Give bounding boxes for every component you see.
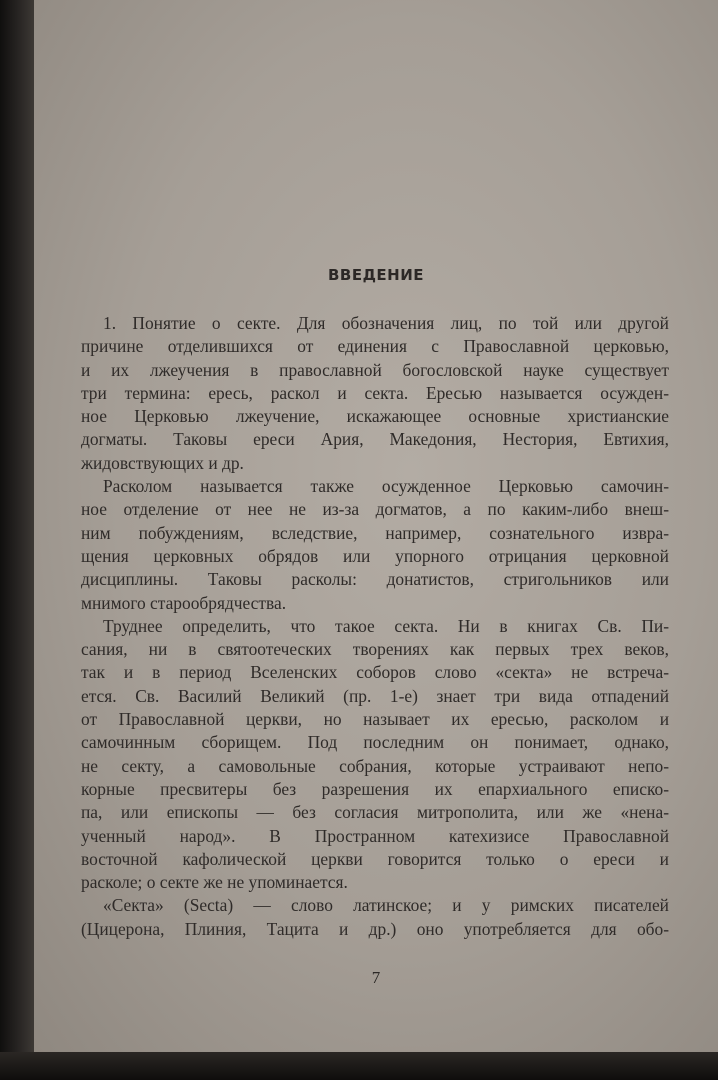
text-line: Расколом называется также осужденное Церковью самочин- bbox=[103, 476, 669, 497]
text-line: ное Церковью лжеучение, искажающее основные христианские bbox=[81, 406, 669, 427]
body-text bbox=[81, 312, 669, 941]
text-line: «Секта» (Secta) — слово латинское; и у римских писателей bbox=[103, 895, 669, 916]
text-line: жидовствующих и др. bbox=[81, 452, 244, 473]
page-number: 7 bbox=[371, 968, 381, 987]
text-line: 1. Понятие о секте. Для обозначения лиц, по той или другой bbox=[103, 313, 669, 333]
text-line: мнимого старообрядчества. bbox=[81, 592, 287, 613]
text-line: щения церковных обрядов или упорного отрицания церковной bbox=[81, 545, 669, 566]
chapter-heading: ВВЕДЕНИЕ bbox=[327, 266, 425, 284]
text-line: три термина: ересь, раскол и секта. Ересью называется осужден- bbox=[81, 382, 669, 403]
text-line: не секту, а самовольные собрания, которые устраивают непо- bbox=[81, 755, 669, 776]
text-line: и их лжеучения в православной богословской науке существует bbox=[81, 359, 669, 380]
text-line: Труднее определить, что такое секта. Ни в книгах Св. Пи- bbox=[103, 615, 669, 636]
text-line: самочинным сборищем. Под последним он понимает, однако, bbox=[81, 732, 669, 753]
text-line: расколе; о секте же не упоминается. bbox=[81, 872, 348, 893]
text-line: ученный народ». В Пространном катехизисе Православной bbox=[81, 825, 669, 846]
text-line: (Цицерона, Плиния, Тацита и др.) оно употребляется для обо- bbox=[81, 918, 669, 939]
page-bottom-shadow bbox=[0, 1052, 718, 1080]
text-line: корные пресвитеры без разрешения их епархиального еписко- bbox=[81, 778, 669, 799]
text-line: причине отделившихся от единения с Православной церковью, bbox=[81, 336, 669, 357]
text-line: восточной кафолической церкви говорится только о ереси и bbox=[81, 848, 669, 869]
text-line: так и в период Вселенских соборов слово «секта» не встреча- bbox=[81, 662, 669, 683]
text-line: догматы. Таковы ереси Ария, Македония, Нестория, Евтихия, bbox=[81, 429, 669, 450]
text-line: ное отделение от нее не из-за догматов, а по каким-либо внеш- bbox=[81, 499, 669, 520]
text-line: ется. Св. Василий Великий (пр. 1-е) знает три вида отпадений bbox=[81, 685, 669, 706]
text-line: от Православной церкви, но называет их ересью, расколом и bbox=[81, 709, 669, 730]
text-line: па, или епископы — без согласия митрополита, или же «нена- bbox=[81, 802, 669, 823]
text-line: дисциплины. Таковы расколы: донатистов, стригольников или bbox=[81, 569, 669, 590]
text-line: сания, ни в святоотеческих творениях как первых трех веков, bbox=[81, 639, 669, 660]
text-line: ним побуждениям, вследствие, например, сознательного извра- bbox=[81, 522, 669, 543]
book-spine-shadow bbox=[0, 0, 34, 1080]
